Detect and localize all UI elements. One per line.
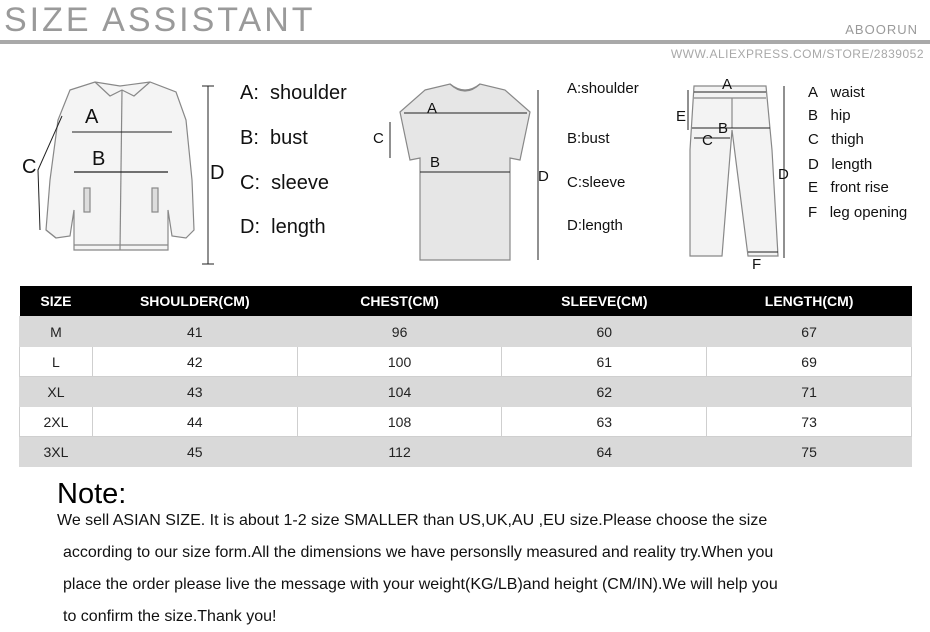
legend-key: E bbox=[808, 179, 819, 196]
note-line-4: to confirm the size.Thank you! bbox=[63, 608, 277, 625]
cell-length: 67 bbox=[707, 317, 912, 347]
cell-size: 3XL bbox=[20, 437, 93, 467]
tshirt-illustration bbox=[370, 60, 560, 270]
legend-key: B: bbox=[240, 127, 259, 149]
legend-text: sleeve bbox=[271, 172, 329, 194]
legend-text: bust bbox=[270, 127, 308, 149]
legend-text: shoulder bbox=[581, 80, 639, 97]
legend-text: hip bbox=[830, 107, 851, 124]
note-line-1: We sell ASIAN SIZE. It is about 1-2 size SMALLER than US,UK,AU ,EU size.Please choose the size bbox=[57, 512, 768, 529]
cell-shoulder: 41 bbox=[92, 317, 297, 347]
jacket-marker-d: D bbox=[210, 162, 225, 184]
legend-key: C bbox=[808, 131, 819, 148]
legend-text: leg opening bbox=[829, 204, 908, 221]
cell-chest: 112 bbox=[297, 437, 502, 467]
table-row bbox=[20, 347, 912, 377]
legend-text: front rise bbox=[830, 179, 889, 196]
legend-key: B bbox=[808, 107, 819, 124]
pants-legend-b bbox=[808, 107, 851, 124]
page-title: SIZE ASSISTANT bbox=[4, 1, 316, 39]
header-divider bbox=[0, 40, 930, 44]
tshirt-marker-a: A bbox=[427, 100, 438, 117]
table-row bbox=[20, 437, 912, 467]
jacket-marker-b: B bbox=[92, 148, 106, 170]
jacket-legend-a bbox=[240, 82, 347, 105]
pants-marker-c: C bbox=[702, 132, 713, 149]
cell-length: 75 bbox=[707, 437, 912, 467]
pants-diagram bbox=[670, 70, 925, 280]
legend-text: shoulder bbox=[270, 82, 347, 104]
pants-legend-f bbox=[808, 204, 907, 221]
cell-size: L bbox=[20, 347, 93, 377]
legend-key: A: bbox=[240, 82, 259, 104]
pants-legend-c bbox=[808, 131, 864, 148]
cell-shoulder: 44 bbox=[92, 407, 297, 437]
pants-illustration bbox=[670, 70, 810, 270]
note-line-2: according to our size form.All the dimensions we have personslly measured and reality try.When you bbox=[63, 544, 774, 561]
header-shoulder: SHOULDER(CM) bbox=[92, 286, 297, 317]
legend-key: B: bbox=[567, 130, 582, 147]
pants-marker-d: D bbox=[778, 166, 789, 183]
cell-sleeve: 62 bbox=[502, 377, 707, 407]
legend-text: bust bbox=[581, 130, 610, 147]
table-row bbox=[20, 317, 912, 347]
pants-legend-a bbox=[808, 84, 865, 101]
legend-key: A bbox=[808, 84, 819, 101]
legend-key: D bbox=[808, 156, 819, 173]
table-header-row bbox=[20, 286, 912, 317]
header-sleeve: SLEEVE(CM) bbox=[502, 286, 707, 317]
pants-marker-b: B bbox=[718, 120, 729, 137]
tshirt-legend-c bbox=[567, 174, 625, 191]
legend-text: length bbox=[582, 217, 623, 234]
header-size: SIZE bbox=[20, 286, 93, 317]
pants-marker-e: E bbox=[676, 108, 687, 125]
jacket-diagram bbox=[0, 60, 380, 270]
note-title: Note: bbox=[57, 478, 127, 510]
pants-marker-f: F bbox=[752, 256, 762, 273]
cell-chest: 96 bbox=[297, 317, 502, 347]
legend-text: length bbox=[271, 216, 326, 238]
cell-length: 69 bbox=[707, 347, 912, 377]
legend-key: C: bbox=[567, 174, 582, 191]
tshirt-legend-b bbox=[567, 130, 610, 147]
header-chest: CHEST(CM) bbox=[297, 286, 502, 317]
tshirt-legend-d bbox=[567, 217, 623, 234]
cell-chest: 108 bbox=[297, 407, 502, 437]
cell-size: M bbox=[20, 317, 93, 347]
legend-key: C: bbox=[240, 172, 260, 194]
jacket-marker-c: C bbox=[22, 156, 37, 178]
tshirt-marker-b: B bbox=[430, 154, 441, 171]
cell-chest: 100 bbox=[297, 347, 502, 377]
legend-key: A: bbox=[567, 80, 582, 97]
brand-name: ABOORUN bbox=[845, 22, 918, 37]
tshirt-legend-a bbox=[567, 80, 639, 97]
legend-key: F bbox=[808, 204, 818, 221]
note-line-3: place the order please live the message with your weight(KG/LB)and height (CM/IN).We will help you bbox=[63, 576, 778, 593]
table-row bbox=[20, 407, 912, 437]
legend-key: D: bbox=[240, 216, 260, 238]
header-length: LENGTH(CM) bbox=[707, 286, 912, 317]
pants-legend-d bbox=[808, 156, 872, 173]
table-row bbox=[20, 377, 912, 407]
cell-size: XL bbox=[20, 377, 93, 407]
legend-text: sleeve bbox=[582, 174, 626, 191]
cell-chest: 104 bbox=[297, 377, 502, 407]
legend-text: waist bbox=[830, 84, 865, 101]
cell-sleeve: 60 bbox=[502, 317, 707, 347]
cell-sleeve: 61 bbox=[502, 347, 707, 377]
cell-size: 2XL bbox=[20, 407, 93, 437]
legend-key: D: bbox=[567, 217, 582, 234]
jacket-legend-c bbox=[240, 172, 329, 195]
cell-shoulder: 45 bbox=[92, 437, 297, 467]
jacket-legend-b bbox=[240, 127, 308, 150]
tshirt-marker-c: C bbox=[373, 130, 384, 147]
jacket-marker-a: A bbox=[85, 106, 99, 128]
jacket-legend-d bbox=[240, 216, 326, 239]
legend-text: length bbox=[831, 156, 873, 173]
store-url: WWW.ALIEXPRESS.COM/STORE/2839052 bbox=[670, 47, 924, 61]
size-table bbox=[19, 286, 912, 467]
cell-shoulder: 42 bbox=[92, 347, 297, 377]
legend-text: thigh bbox=[831, 131, 864, 148]
tshirt-diagram bbox=[370, 60, 670, 270]
cell-sleeve: 63 bbox=[502, 407, 707, 437]
pants-marker-a: A bbox=[722, 76, 733, 93]
cell-length: 73 bbox=[707, 407, 912, 437]
cell-shoulder: 43 bbox=[92, 377, 297, 407]
pants-legend-e bbox=[808, 179, 889, 196]
cell-sleeve: 64 bbox=[502, 437, 707, 467]
cell-length: 71 bbox=[707, 377, 912, 407]
tshirt-marker-d: D bbox=[538, 168, 549, 185]
